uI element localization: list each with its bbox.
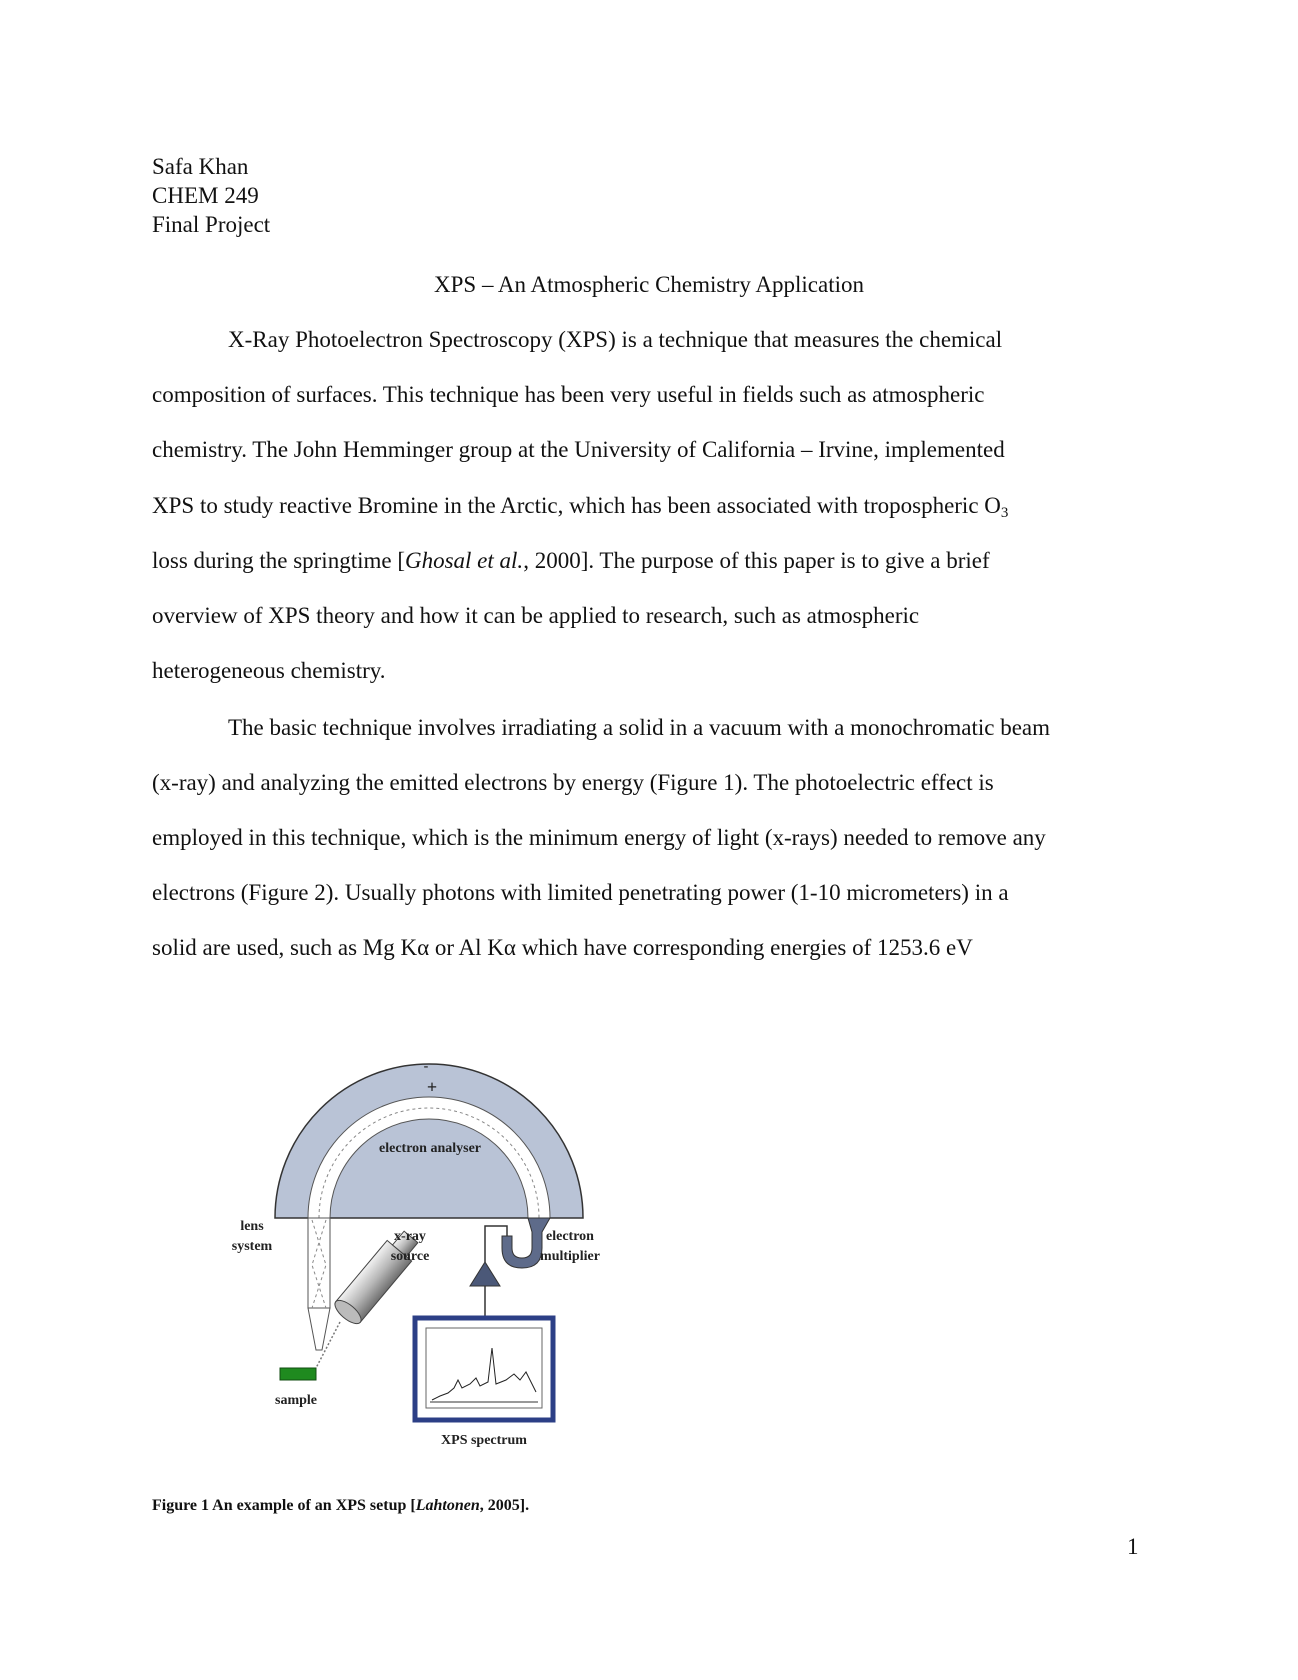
multiplier-label-line-1: electron (546, 1229, 594, 1244)
page-number: 1 (1127, 1534, 1139, 1559)
paragraph-1-line-5 (152, 546, 990, 575)
lens-column (308, 1218, 330, 1308)
caption-prefix: Figure 1 An example of an XPS setup [ (152, 1497, 416, 1514)
paragraph-1-line-2: composition of surfaces. This technique has been very useful in fields such as atmospheric (152, 382, 985, 407)
analyser-label: electron analyser (379, 1141, 481, 1156)
citation-ghosal: Ghosal et al. (404, 548, 524, 573)
sample (280, 1368, 316, 1380)
paragraph-1-line-6: overview of XPS theory and how it can be applied to research, such as atmospheric (152, 603, 920, 628)
xray-label-line-2: source (390, 1249, 430, 1264)
line-4-text: XPS to study reactive Bromine in the Arctic, which has been associated with tropospheric O (152, 493, 1001, 518)
author-name: Safa Khan (152, 154, 249, 179)
plus-sign: + (426, 1077, 438, 1097)
spectrum-screen (426, 1328, 542, 1408)
figure-caption (152, 1497, 529, 1515)
course-name: CHEM 249 (152, 183, 259, 208)
ozone-subscript: 3 (1000, 505, 1009, 521)
caption-citation: Lahtonen (415, 1497, 480, 1514)
xray-label-line-1: x-ray (394, 1229, 426, 1244)
paragraph-1-line-4 (152, 491, 1008, 520)
paragraph-2-line-5: solid are used, such as Mg Kα or Al Kα which have corresponding energies of 1253.6 eV (152, 935, 973, 960)
line-5-text-b: , 2000]. The purpose of this paper is to give a brief (523, 548, 990, 573)
assignment-name: Final Project (152, 212, 271, 237)
document-header (152, 152, 270, 239)
amplifier-triangle (470, 1262, 500, 1286)
line-5-text-a: loss during the springtime [ (152, 548, 405, 573)
multiplier-label-line-2: multiplier (540, 1249, 600, 1264)
xps-setup-figure (230, 1050, 650, 1470)
lens-label-line-2: system (231, 1239, 273, 1254)
lens-label-line-1: lens (240, 1219, 264, 1234)
paragraph-1-line-1: X-Ray Photoelectron Spectroscopy (XPS) is a technique that measures the chemical (228, 327, 1003, 352)
paragraph-2-line-2: (x-ray) and analyzing the emitted electrons by energy (Figure 1). The photoelectric effect is (152, 770, 994, 795)
paragraph-2-line-4: electrons (Figure 2). Usually photons with limited penetrating power (1-10 micrometers) in a (152, 880, 1009, 905)
spectrum-label: XPS spectrum (441, 1433, 527, 1448)
caption-suffix: , 2005]. (479, 1497, 530, 1514)
document-title: XPS – An Atmospheric Chemistry Application (434, 272, 864, 297)
paragraph-2-line-3: employed in this technique, which is the minimum energy of light (x-rays) needed to remove any (152, 825, 1046, 850)
paragraph-2-line-1: The basic technique involves irradiating a solid in a vacuum with a monochromatic beam (228, 715, 1051, 740)
paragraph-1-line-3: chemistry. The John Hemminger group at the University of California – Irvine, implemented (152, 437, 1005, 462)
sample-label: sample (275, 1393, 317, 1408)
lens-cone (308, 1308, 330, 1350)
minus-sign: - (423, 1059, 429, 1074)
paragraph-1-line-7: heterogeneous chemistry. (152, 658, 386, 683)
